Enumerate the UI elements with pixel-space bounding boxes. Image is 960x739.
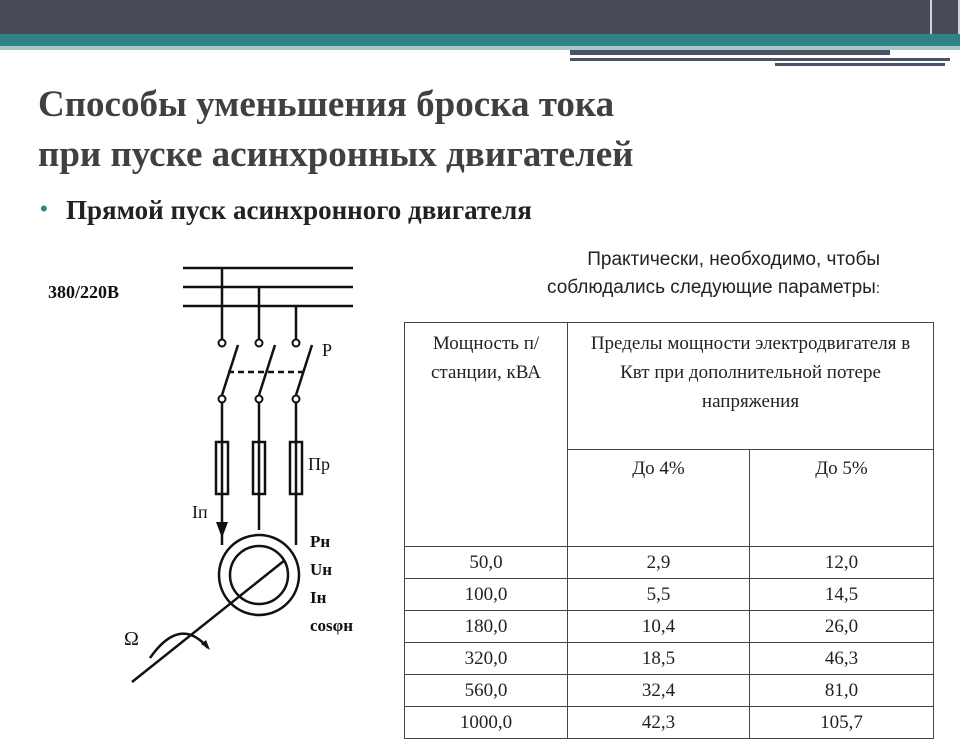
motor-param: cosφн xyxy=(310,616,354,635)
table-cell: 5,5 xyxy=(568,579,750,611)
current-arrow-icon xyxy=(216,522,228,538)
motor-param: Iн xyxy=(310,588,327,607)
table-cell: 2,9 xyxy=(568,547,750,579)
table-cell: 105,7 xyxy=(750,707,934,739)
table-cell: 32,4 xyxy=(568,675,750,707)
table-cell: 560,0 xyxy=(405,675,568,707)
motor-params xyxy=(310,528,353,640)
header-accent-line xyxy=(570,50,890,55)
table-row xyxy=(405,707,934,739)
parameters-note xyxy=(420,246,880,303)
corner-accent xyxy=(930,0,960,34)
table-cell: 46,3 xyxy=(750,643,934,675)
table-cell: 1000,0 xyxy=(405,707,568,739)
header-power: Мощность п/ станции, кВА xyxy=(405,323,568,547)
table-cell: 180,0 xyxy=(405,611,568,643)
table-cell: 50,0 xyxy=(405,547,568,579)
current-label: Iп xyxy=(192,502,208,522)
table-cell: 12,0 xyxy=(750,547,934,579)
switch-label: Р xyxy=(322,340,333,360)
table-cell: 100,0 xyxy=(405,579,568,611)
switch-blade xyxy=(222,345,238,395)
bullet-icon: • xyxy=(40,196,48,221)
note-line: соблюдались следующие параметры xyxy=(546,277,876,298)
slide-title: Способы уменьшения броска тока при пуске асинхронных двигателей xyxy=(38,84,634,175)
motor-param: Uн xyxy=(310,560,333,579)
header-limits: Пределы мощности электродвигателя в Квт при дополнительной потере напряжения xyxy=(568,323,934,450)
table-cell: 81,0 xyxy=(750,675,934,707)
table-cell: 42,3 xyxy=(568,707,750,739)
bullet-text: Прямой пуск асинхронного двигателя xyxy=(66,195,532,225)
table-cell: 320,0 xyxy=(405,643,568,675)
subheader-4: До 4% xyxy=(568,450,750,547)
table-row xyxy=(405,579,934,611)
fuse-label: Пр xyxy=(308,454,330,474)
note-colon: : xyxy=(875,280,880,297)
subheader-5: До 5% xyxy=(750,450,934,547)
header-accent-line xyxy=(570,58,950,61)
table-cell: 26,0 xyxy=(750,611,934,643)
power-table xyxy=(404,322,934,739)
table-row xyxy=(405,547,934,579)
voltage-label: 380/220В xyxy=(48,282,120,302)
table-row xyxy=(405,643,934,675)
speed-label: Ω xyxy=(124,628,139,650)
table-header-row xyxy=(405,323,934,450)
shaft-line xyxy=(132,560,285,682)
switch-blade xyxy=(296,345,312,395)
table-row xyxy=(405,675,934,707)
note-line: Практически, необходимо, чтобы xyxy=(587,249,880,270)
motor-rotor-icon xyxy=(230,546,288,604)
switch-blade xyxy=(259,345,275,395)
table-cell: 10,4 xyxy=(568,611,750,643)
motor-param: Рн xyxy=(310,532,331,551)
header-accent-line xyxy=(775,63,945,66)
table-cell: 18,5 xyxy=(568,643,750,675)
table-cell: 14,5 xyxy=(750,579,934,611)
table-row xyxy=(405,611,934,643)
